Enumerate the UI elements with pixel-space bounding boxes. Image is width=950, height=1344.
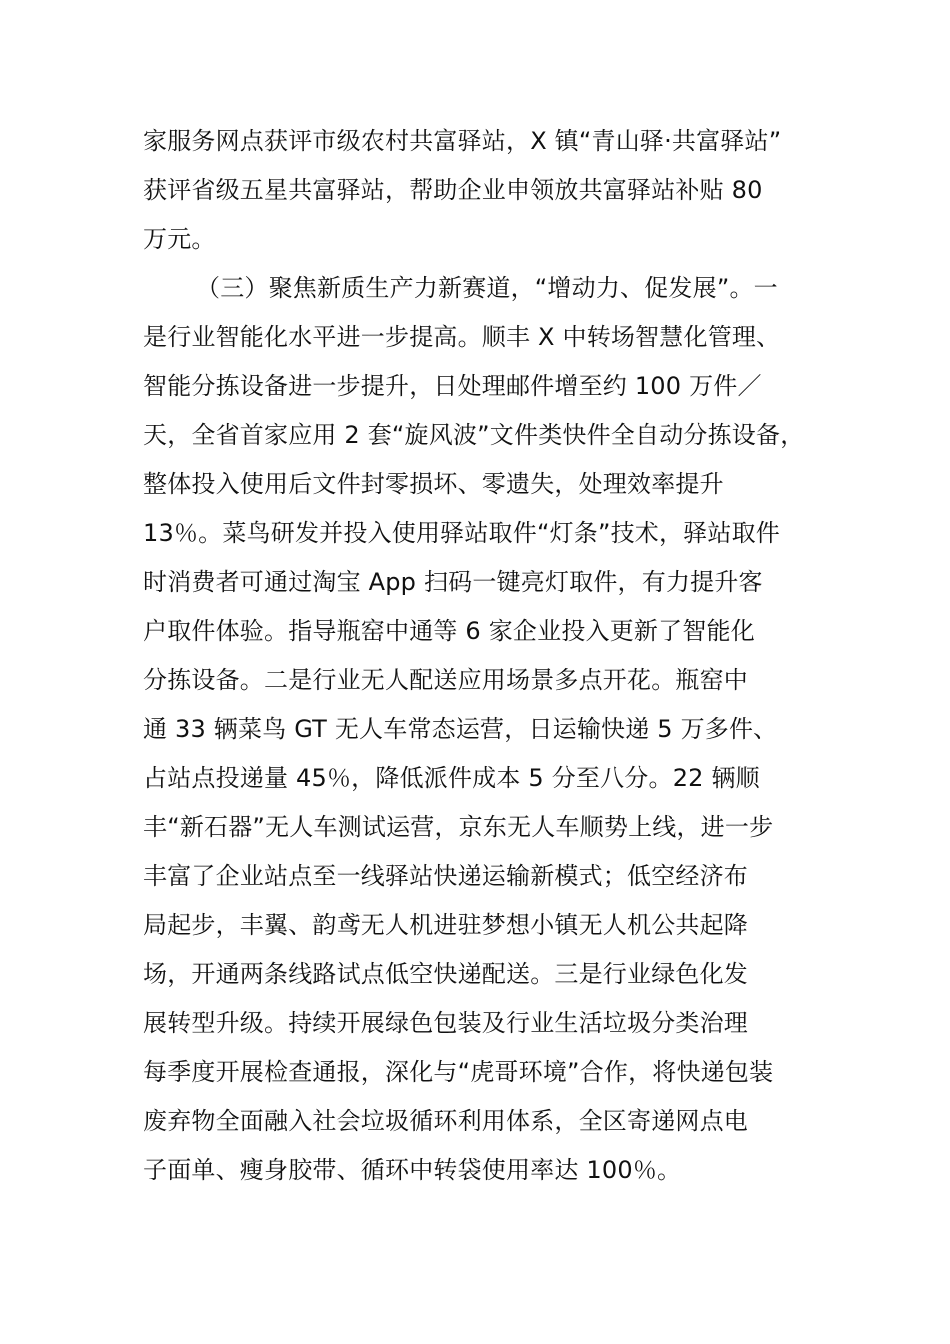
text-line: 智能分拣设备进一步提升，日处理邮件增至约 100 万件／ [143, 372, 762, 400]
text-line: 整体投入使用后文件封零损坏、零遗失，处理效率提升 [143, 470, 724, 498]
text-line: 场，开通两条线路试点低空快递配送。三是行业绿色化发 [143, 960, 748, 988]
text-line: 户取件体验。指导瓶窑中通等 6 家企业投入更新了智能化 [143, 617, 755, 645]
text-line: 获评省级五星共富驿站，帮助企业申领放共富驿站补贴 80 [143, 176, 763, 204]
text-line: 废弃物全面融入社会垃圾循环利用体系，全区寄递网点电 [143, 1107, 748, 1135]
text-line: 家服务网点获评市级农村共富驿站，X 镇“青山驿·共富驿站” [143, 127, 782, 155]
text-line: 13％。菜鸟研发并投入使用驿站取件“灯条”技术，驿站取件 [143, 519, 781, 547]
text-line: 丰“新石器”无人车测试运营，京东无人车顺势上线，进一步 [143, 813, 774, 841]
text-line: 分拣设备。二是行业无人配送应用场景多点开花。瓶窑中 [143, 666, 748, 694]
text-line: 子面单、瘦身胶带、循环中转袋使用率达 100％。 [143, 1156, 682, 1184]
text-line: 时消费者可通过淘宝 App 扫码一键亮灯取件，有力提升客 [143, 568, 763, 596]
text-line: 展转型升级。持续开展绿色包装及行业生活垃圾分类治理 [143, 1009, 748, 1037]
text-line: 是行业智能化水平进一步提高。顺丰 X 中转场智慧化管理、 [143, 323, 781, 351]
paragraph-first-line: （三）聚焦新质生产力新赛道，“增动力、促发展”。一 [196, 274, 778, 302]
text-line: 通 33 辆菜鸟 GT 无人车常态运营，日运输快递 5 万多件、 [143, 715, 778, 743]
text-line: 丰富了企业站点至一线驿站快递运输新模式；低空经济布 [143, 862, 748, 890]
text-line: 天，全省首家应用 2 套“旋风波”文件类快件全自动分拣设备， [143, 421, 805, 449]
text-line: 占站点投递量 45％，降低派件成本 5 分至八分。22 辆顺 [143, 764, 760, 792]
text-line: 局起步，丰翼、韵鸢无人机进驻梦想小镇无人机公共起降 [143, 911, 748, 939]
text-line: 每季度开展检查通报，深化与“虎哥环境”合作，将快递包装 [143, 1058, 774, 1086]
text-line: 万元。 [143, 225, 216, 253]
